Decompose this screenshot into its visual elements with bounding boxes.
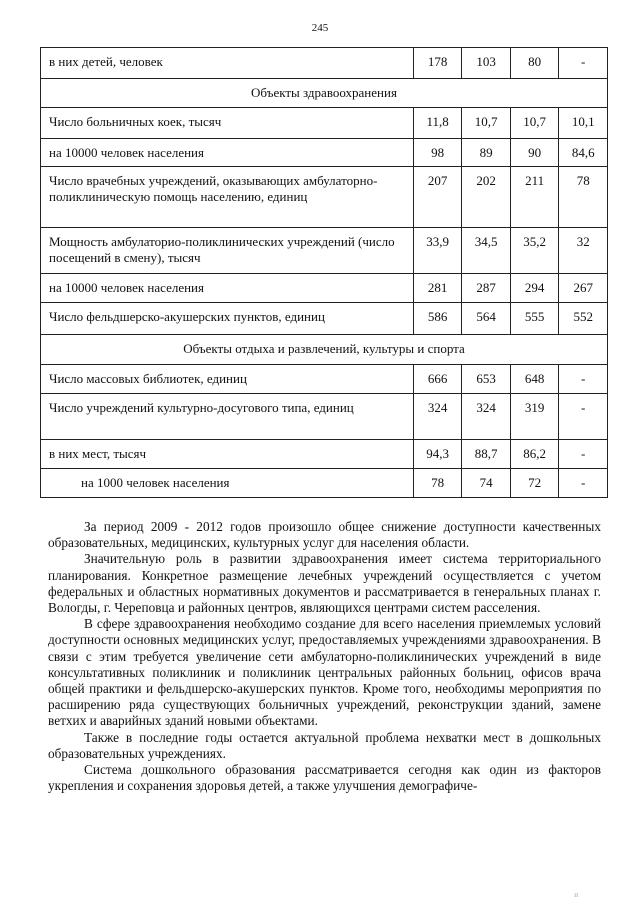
- table-row: [41, 469, 608, 498]
- row-label: в них детей, человек: [41, 48, 414, 79]
- table-row: [41, 167, 608, 228]
- value-cell: 94,3: [413, 440, 462, 469]
- table-row: [41, 440, 608, 469]
- value-cell: 586: [413, 303, 462, 335]
- value-cell: 86,2: [510, 440, 559, 469]
- table-row: [41, 228, 608, 274]
- section-heading: Объекты здравоохранения: [41, 79, 608, 108]
- table-section-row: [41, 335, 608, 365]
- body-text: [48, 519, 601, 794]
- value-cell: 287: [462, 274, 511, 303]
- row-label: Мощность амбулаторио-поликлинических учреждений (число посещений в смену), тысяч: [41, 228, 414, 274]
- table-row: [41, 108, 608, 139]
- value-cell: 324: [462, 394, 511, 440]
- corner-mark: п: [574, 891, 578, 899]
- value-cell: 552: [559, 303, 608, 335]
- value-cell: 72: [510, 469, 559, 498]
- value-cell: -: [559, 48, 608, 79]
- value-cell: 555: [510, 303, 559, 335]
- value-cell: -: [559, 365, 608, 394]
- paragraph: Значительную роль в развитии здравоохранения имеет система территориального планирования. Конкретное размещение лечебных учреждений осуществляется с учетом федеральных и областных нормативных документов и рассматривается в генеральных планах г. Вологды, г. Череповца и районных центров, являющихся центрами систем расселения.: [48, 551, 601, 616]
- value-cell: 564: [462, 303, 511, 335]
- value-cell: 90: [510, 139, 559, 167]
- row-label: в них мест, тысяч: [41, 440, 414, 469]
- paragraph: За период 2009 - 2012 годов произошло общее снижение доступности качественных образовательных, медицинских, культурных услуг для населения области.: [48, 519, 601, 551]
- table-row: [41, 274, 608, 303]
- value-cell: 319: [510, 394, 559, 440]
- page-number: 245: [311, 22, 329, 34]
- value-cell: 74: [462, 469, 511, 498]
- value-cell: 10,7: [510, 108, 559, 139]
- value-cell: 281: [413, 274, 462, 303]
- table-row: [41, 394, 608, 440]
- row-label: Число массовых библиотек, единиц: [41, 365, 414, 394]
- value-cell: 89: [462, 139, 511, 167]
- value-cell: 78: [559, 167, 608, 228]
- table-row: [41, 303, 608, 335]
- value-cell: 32: [559, 228, 608, 274]
- value-cell: 666: [413, 365, 462, 394]
- value-cell: 80: [510, 48, 559, 79]
- paragraph: В сфере здравоохранения необходимо создание для всего населения приемлемых условий доступности основных медицинских услуг, предоставляемых учреждениями здравоохранения. В связи с этим требуется увеличение сети амбулаторно-поликлинических учреждений в виде консультативных поликлиник и поликлиник центральных районных больниц, офисов врача общей практики и фельдшерско-акушерских пунктов. Кроме того, необходимы мероприятия по расширению ряда существующих больничных учреждений, реконструкции зданий, замене ветхих и аварийных зданий новыми объектами.: [48, 616, 601, 729]
- section-heading: Объекты отдыха и развлечений, культуры и спорта: [41, 335, 608, 365]
- value-cell: 98: [413, 139, 462, 167]
- value-cell: 648: [510, 365, 559, 394]
- row-label: на 1000 человек населения: [41, 469, 414, 498]
- row-label: Число больничных коек, тысяч: [41, 108, 414, 139]
- paragraph: Также в последние годы остается актуальной проблема нехватки мест в дошкольных образовательных учреждениях.: [48, 729, 601, 761]
- value-cell: 78: [413, 469, 462, 498]
- row-label: на 10000 человек населения: [41, 274, 414, 303]
- table-section-row: [41, 79, 608, 108]
- row-label: Число врачебных учреждений, оказывающих амбулаторно-поликлиническую помощь населению, единиц: [41, 167, 414, 228]
- value-cell: 11,8: [413, 108, 462, 139]
- row-label: на 10000 человек населения: [41, 139, 414, 167]
- paragraph: Система дошкольного образования рассматривается сегодня как один из факторов укрепления и сохранения здоровья детей, а также улучшения демографиче-: [48, 762, 601, 794]
- value-cell: 178: [413, 48, 462, 79]
- row-label: Число фельдшерско-акушерских пунктов, единиц: [41, 303, 414, 335]
- value-cell: 653: [462, 365, 511, 394]
- value-cell: 211: [510, 167, 559, 228]
- value-cell: 267: [559, 274, 608, 303]
- row-label: Число учреждений культурно-досугового типа, единиц: [41, 394, 414, 440]
- value-cell: 35,2: [510, 228, 559, 274]
- value-cell: 34,5: [462, 228, 511, 274]
- statistics-table: [40, 47, 608, 498]
- value-cell: -: [559, 394, 608, 440]
- value-cell: 33,9: [413, 228, 462, 274]
- value-cell: -: [559, 440, 608, 469]
- value-cell: 103: [462, 48, 511, 79]
- value-cell: 202: [462, 167, 511, 228]
- value-cell: 10,1: [559, 108, 608, 139]
- table-row: [41, 365, 608, 394]
- value-cell: 324: [413, 394, 462, 440]
- table-row: [41, 139, 608, 167]
- table-row: [41, 48, 608, 79]
- value-cell: 10,7: [462, 108, 511, 139]
- value-cell: 88,7: [462, 440, 511, 469]
- value-cell: 207: [413, 167, 462, 228]
- value-cell: 84,6: [559, 139, 608, 167]
- value-cell: -: [559, 469, 608, 498]
- value-cell: 294: [510, 274, 559, 303]
